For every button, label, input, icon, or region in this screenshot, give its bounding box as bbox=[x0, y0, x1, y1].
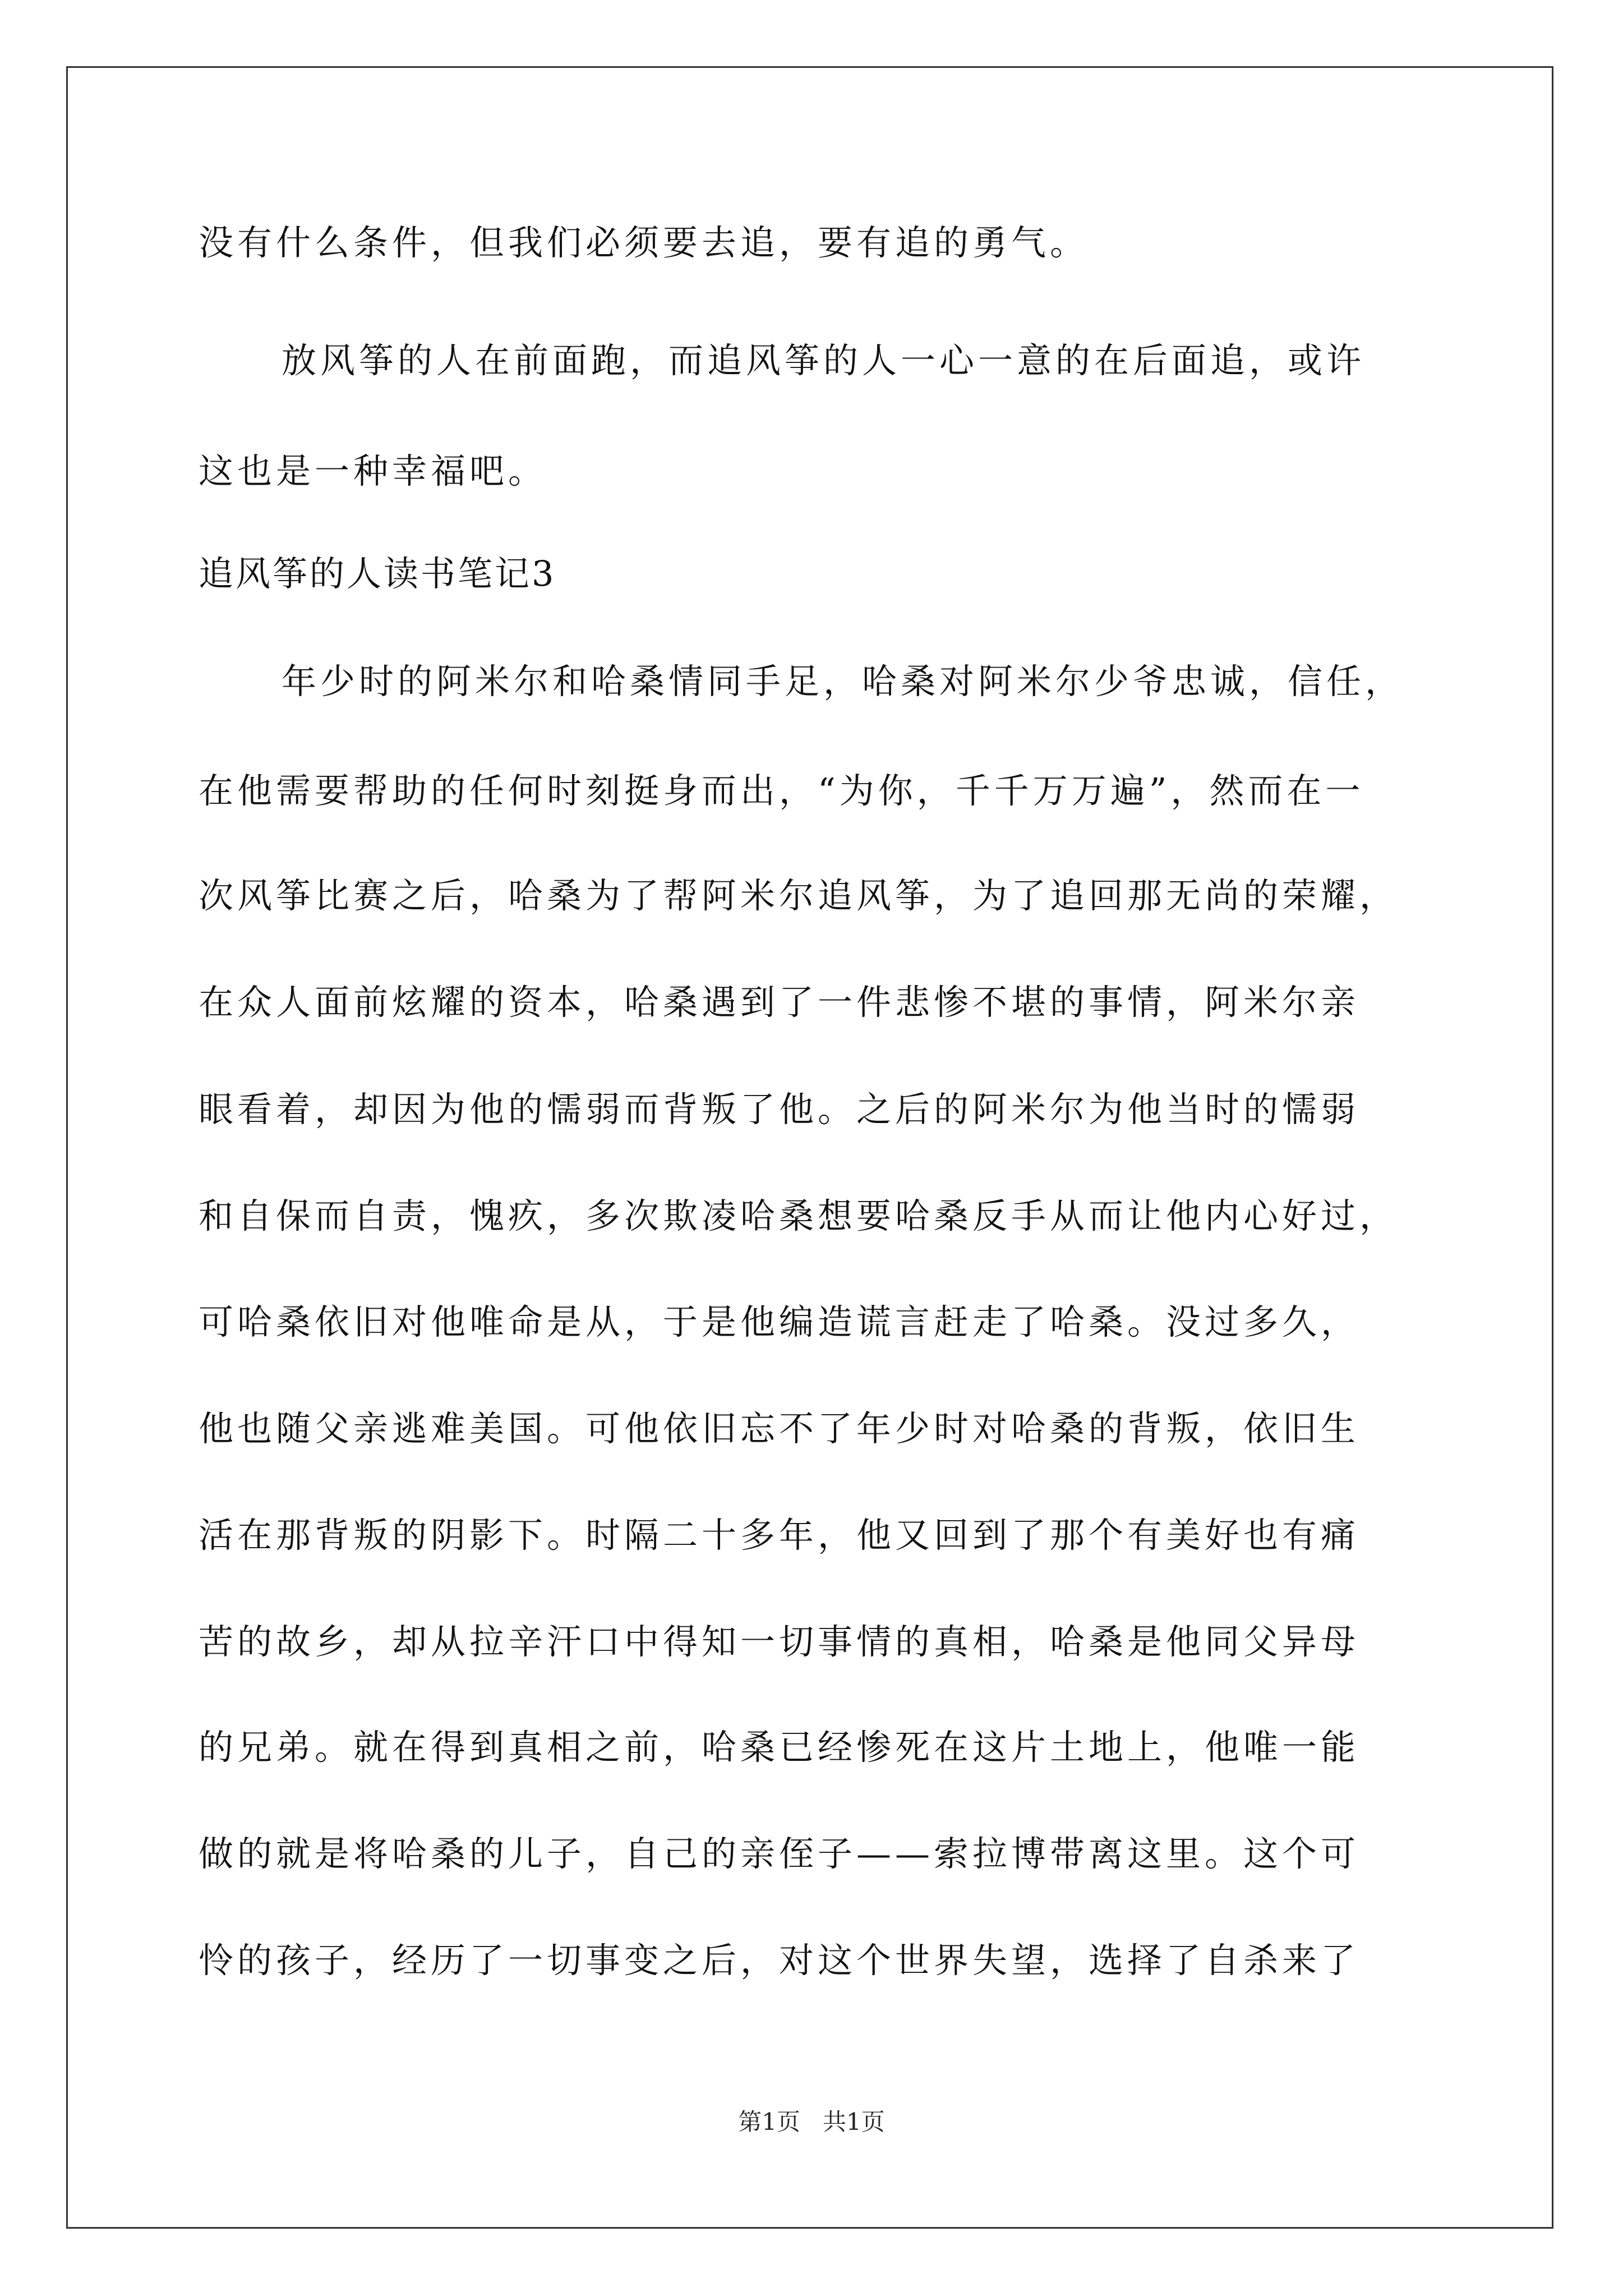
section-heading: 追风筝的人读书笔记3 bbox=[199, 553, 556, 594]
page-footer: 第1页 共1页 bbox=[738, 2108, 885, 2136]
text-line: 和自保而自责，愧疚，多次欺凌哈桑想要哈桑反手从而让他内心好过， bbox=[199, 1195, 1399, 1236]
text-line: 苦的故乡，却从拉辛汗口中得知一切事情的真相，哈桑是他同父异母 bbox=[199, 1621, 1360, 1662]
paragraph-first-line: 放风筝的人在前面跑，而追风筝的人一心一意的在后面追，或许 bbox=[282, 340, 1366, 381]
text-line: 活在那背叛的阴影下。时隔二十多年，他又回到了那个有美好也有痛 bbox=[199, 1515, 1360, 1556]
text-line: 在众人面前炫耀的资本，哈桑遇到了一件悲惨不堪的事情，阿米尔亲 bbox=[199, 982, 1360, 1023]
text-line: 的兄弟。就在得到真相之前，哈桑已经惨死在这片土地上，他唯一能 bbox=[199, 1727, 1360, 1768]
text-line: 眼看着，却因为他的懦弱而背叛了他。之后的阿米尔为他当时的懦弱 bbox=[199, 1089, 1360, 1130]
text-line: 次风筝比赛之后，哈桑为了帮阿米尔追风筝，为了追回那无尚的荣耀， bbox=[199, 875, 1399, 916]
paragraph-first-line: 年少时的阿米尔和哈桑情同手足，哈桑对阿米尔少爷忠诚，信任， bbox=[282, 661, 1404, 702]
text-line: 可哈桑依旧对他唯命是从，于是他编造谎言赶走了哈桑。没过多久， bbox=[199, 1301, 1360, 1342]
text-line: 在他需要帮助的任何时刻挺身而出，“为你，千千万万遍”，然而在一 bbox=[199, 770, 1364, 811]
text-line: 没有什么条件，但我们必须要去追，要有追的勇气。 bbox=[199, 222, 1089, 263]
text-line: 他也随父亲逃难美国。可他依旧忘不了年少时对哈桑的背叛，依旧生 bbox=[199, 1408, 1360, 1449]
text-line: 怜的孩子，经历了一切事变之后，对这个世界失望，选择了自杀来了 bbox=[199, 1940, 1360, 1981]
text-line: 这也是一种幸福吧。 bbox=[199, 450, 547, 491]
page-border bbox=[66, 66, 1553, 2229]
text-line: 做的就是将哈桑的儿子，自己的亲侄子——索拉博带离这里。这个可 bbox=[199, 1833, 1360, 1874]
